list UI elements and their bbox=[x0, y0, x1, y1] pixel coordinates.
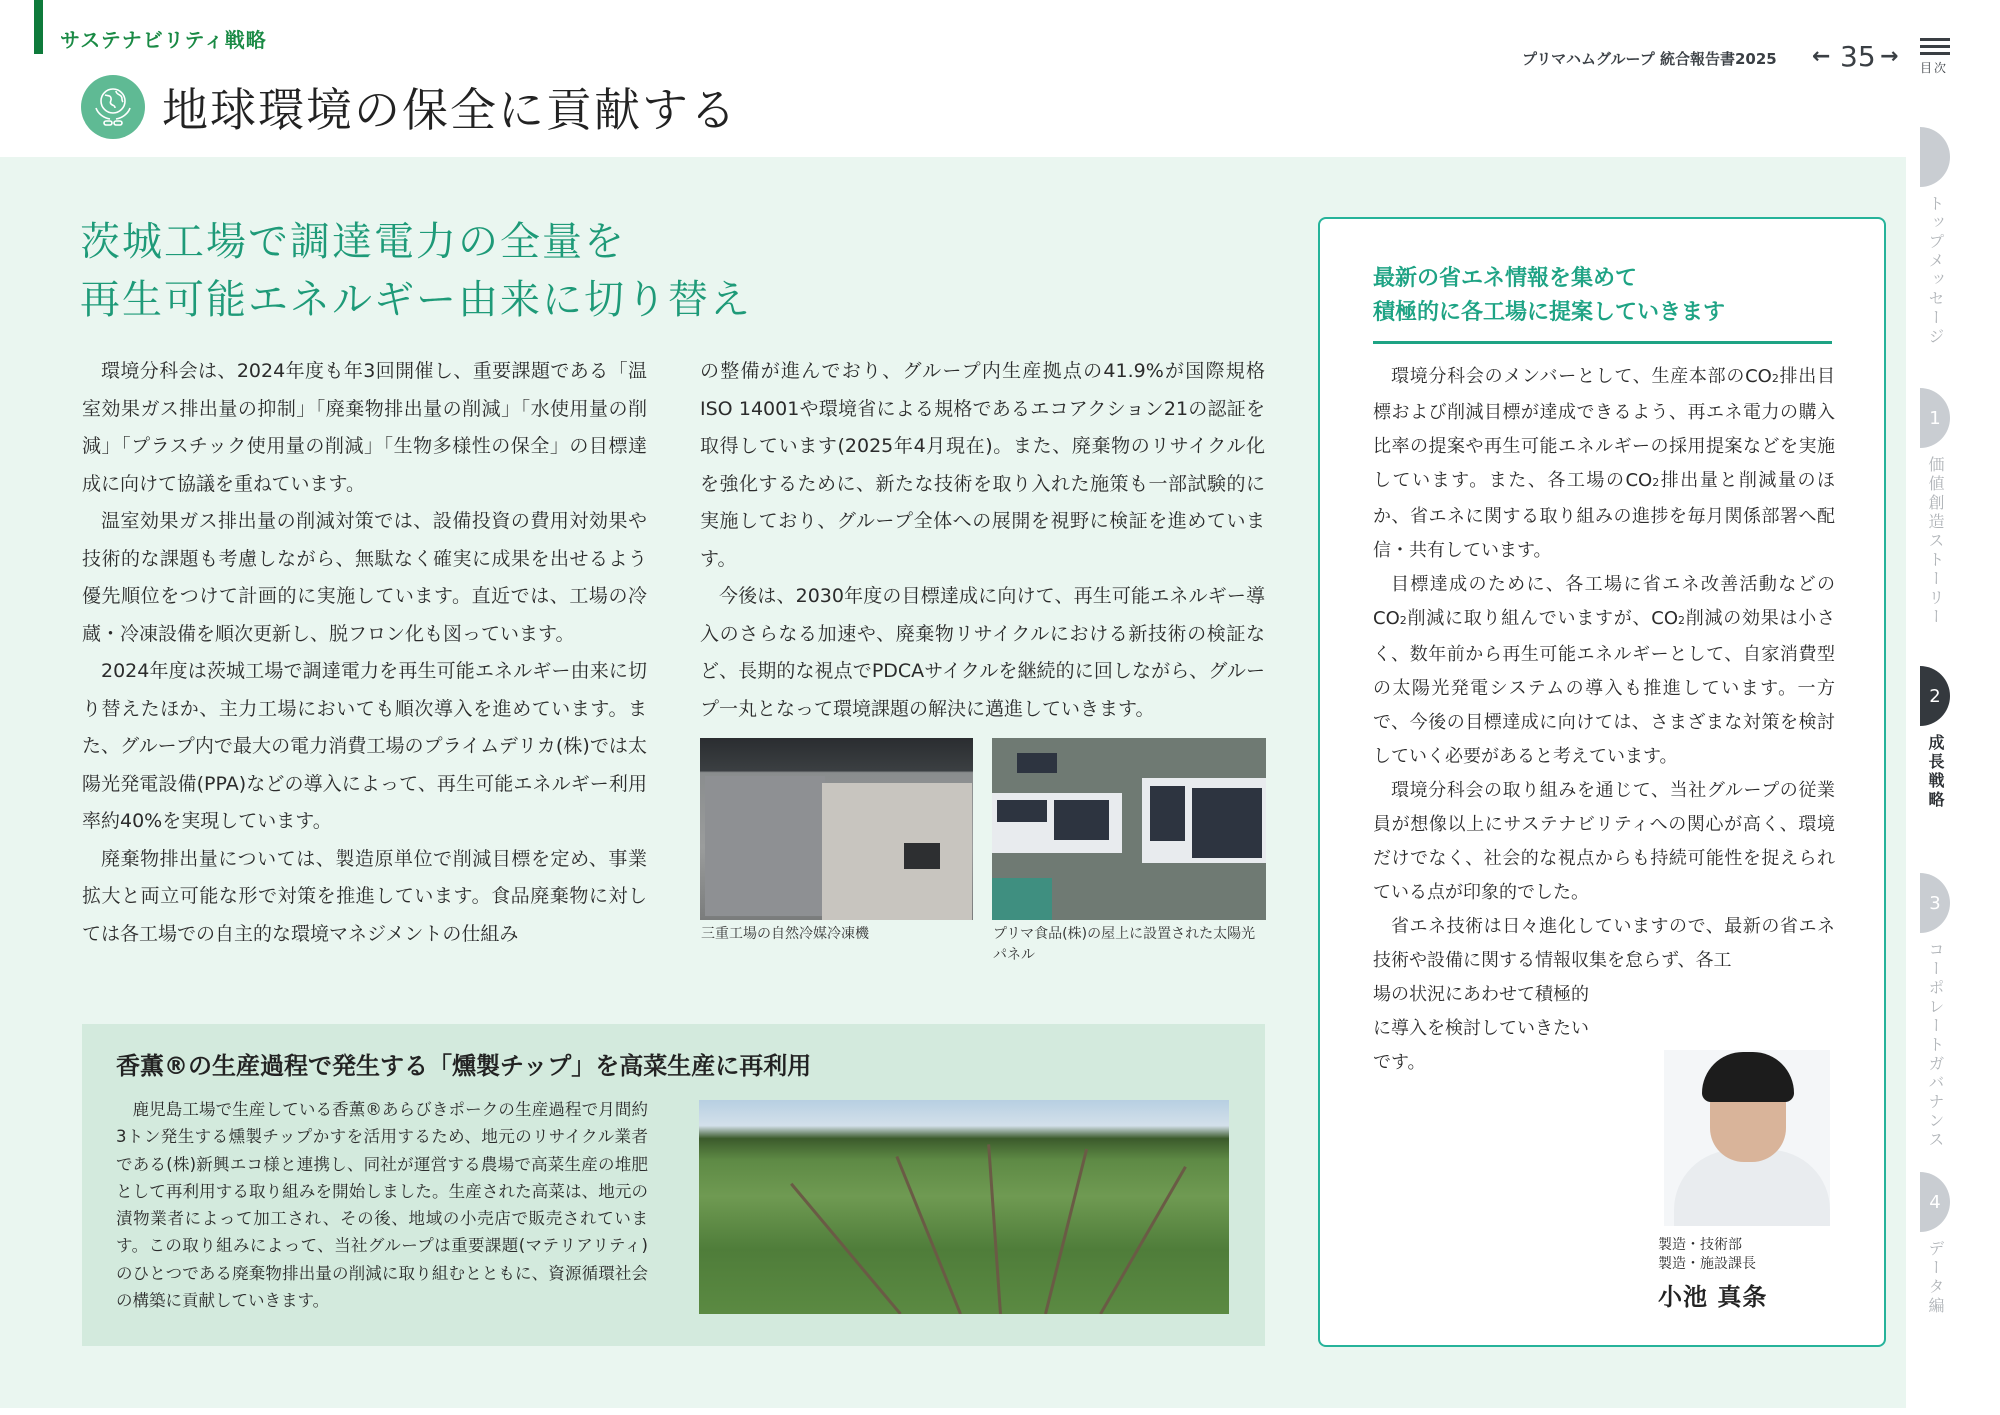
hamburger-icon-bar bbox=[1920, 45, 1950, 48]
side-tab-growth-strategy[interactable] bbox=[1920, 666, 1980, 810]
paragraph: 廃棄物排出量については、製造原単位で削減目標を定め、事業拡大と両立可能な形で対策を推進しています。食品廃棄物に対しては各工場での自主的な環境マネジメントの仕組み bbox=[82, 847, 647, 945]
tab-number: 4 bbox=[1920, 1172, 1950, 1232]
interview-title-line2: 積極的に各工場に提案していきます bbox=[1373, 300, 1726, 325]
paragraph: 温室効果ガス排出量の削減対策では、設備投資の費用対効果や技術的な課題も考慮しながら、無駄なく確実に成果を出せるよう優先順位をつけて計画的に実施しています。直近では、工場の冷蔵・冷凍設備を順次更新し、脱フロン化も図っています。 bbox=[82, 510, 647, 645]
paragraph-continued: の整備が進んでおり、グループ内生産拠点の41.9%が国際規格ISO 14001や環境省による規格であるエコアクション21の認証を取得しています(2025年4月現在)。また、廃棄物のリサイクル化を強化するために、新たな技術を取り入れた施策も一部試験的に実施しており、グループ全体への展開を視野に検証を進めています。 bbox=[700, 360, 1265, 570]
table-of-contents-button[interactable] bbox=[1920, 38, 1954, 76]
photo-shape bbox=[997, 800, 1047, 822]
photo-shape bbox=[992, 878, 1052, 920]
interviewee-department: 製造・技術部 製造・施設課長 bbox=[1658, 1237, 1756, 1272]
photo-caption: 三重工場の自然冷媒冷凍機 bbox=[701, 926, 869, 942]
interview-title bbox=[1373, 262, 1725, 330]
photo-shape bbox=[1099, 1166, 1187, 1314]
side-tab-governance[interactable] bbox=[1920, 873, 1980, 1150]
interviewee-name: 小池 真条 bbox=[1658, 1283, 1768, 1311]
paragraph: 目標達成のために、各工場に省エネ改善活動などのCO2削減に取り組んでいますが、CO2削減の効果は小さく、数年前から再生可能エネルギーとして、自家消費型の太陽光発電システムの導入も推進しています。一方で、今後の目標達成に向けては、さまざまな対策を検討していく必要があると考えています。 bbox=[1373, 574, 1835, 767]
photo-shape bbox=[1150, 786, 1185, 841]
paragraph-tail: 場の状況にあわせて積極的 に導入を検討していきたい です。 bbox=[1373, 984, 1589, 1073]
paragraph: 環境分科会の取り組みを通じて、当社グループの従業員が想像以上にサステナビリティへの関心が高く、環境だけでなく、社会的な視点からも持続可能性を捉えられている点が印象的でした。 bbox=[1373, 780, 1835, 903]
photo-shape bbox=[1192, 788, 1262, 858]
tab-number: 1 bbox=[1920, 388, 1950, 448]
photo-shape bbox=[904, 843, 940, 869]
article-column-middle bbox=[700, 353, 1265, 728]
section-label: サステナビリティ戦略 bbox=[60, 28, 267, 52]
photo-shape bbox=[822, 783, 972, 920]
photo-shape bbox=[1702, 1052, 1794, 1102]
prev-page-arrow-icon[interactable]: ← bbox=[1812, 44, 1831, 69]
photo-shape bbox=[705, 776, 825, 916]
feature-title: 香薫®の生産過程で発生する「燻製チップ」を高菜生産に再利用 bbox=[116, 1052, 812, 1080]
photo-shape bbox=[895, 1156, 961, 1314]
hamburger-icon bbox=[1920, 38, 1950, 41]
paragraph: 環境分科会は、2024年度も年3回開催し、重要課題である「温室効果ガス排出量の抑制」「廃棄物排出量の削減」「水使用量の削減」「プラスチック使用量の削減」「生物多様性の保全」の目標達成に向けて協議を重ねています。 bbox=[82, 360, 647, 495]
photo-shape bbox=[1054, 800, 1109, 840]
paragraph: 2024年度は茨城工場で調達電力を再生可能エネルギー由来に切り替えたほか、主力工場においても順次導入を進めています。また、グループ内で最大の電力消費工場のプライムデリカ(株)では太陽光発電設備(PPA)などの導入によって、再生可能エネルギー利用率約40%を実現しています。 bbox=[82, 660, 647, 832]
side-tab-label: データ編 bbox=[1926, 1240, 1945, 1316]
paragraph: 省エネ技術は日々進化していますので、最新の省エネ技術や設備に関する情報収集を怠らず、各工 bbox=[1373, 916, 1835, 971]
divider bbox=[1373, 341, 1832, 344]
photo-shape bbox=[1044, 1149, 1088, 1314]
side-tab-top-message[interactable] bbox=[1920, 127, 1980, 347]
lead-title-line2: 再生可能エネルギー由来に切り替え bbox=[80, 277, 752, 323]
side-tab-data[interactable] bbox=[1920, 1172, 1980, 1316]
paragraph: 環境分科会のメンバーとして、生産本部のCO2排出目標および削減目標が達成できるよう、再エネ電力の購入比率の提案や再生可能エネルギーの採用提案などを実施しています。また、各工場のCO2排出量と削減量のほか、省エネに関する取り組みの進捗を毎月関係部署へ配信・共有しています。 bbox=[1373, 366, 1836, 561]
solar-panel-photo bbox=[992, 738, 1266, 920]
lead-title-line1: 茨城工場で調達電力の全量を bbox=[80, 219, 626, 265]
paragraph: 今後は、2030年度の目標達成に向けて、再生可能エネルギー導入のさらなる加速や、廃棄物リサイクルにおける新技術の検証など、長期的な視点でPDCAサイクルを継続的に回しながら、グループ一丸となって環境課題の解決に邁進していきます。 bbox=[700, 585, 1265, 720]
toc-label: 目次 bbox=[1920, 61, 1949, 75]
side-tab-value-creation[interactable] bbox=[1920, 388, 1980, 627]
photo-shape bbox=[1017, 753, 1057, 773]
page-title: 地球環境の保全に貢献する bbox=[162, 83, 738, 137]
lead-title bbox=[80, 213, 752, 329]
section-accent-bar bbox=[34, 0, 43, 54]
side-tab-label: 成長戦略 bbox=[1926, 734, 1945, 810]
report-name: プリマハムグループ 統合報告書2025 bbox=[1522, 50, 1777, 68]
tab-number: 2 bbox=[1920, 666, 1950, 726]
globe-in-hands-icon bbox=[81, 75, 145, 139]
interview-title-line1: 最新の省エネ情報を集めて bbox=[1373, 266, 1638, 291]
photo-shape bbox=[790, 1183, 902, 1314]
page-number: 35 bbox=[1840, 40, 1876, 73]
photo-caption: プリマ食品(株)の屋上に設置された太陽光パネル bbox=[993, 926, 1256, 963]
interview-text bbox=[1373, 360, 1835, 1080]
side-tab-label: 価値創造ストーリー bbox=[1926, 456, 1945, 627]
article-column-left bbox=[82, 353, 647, 953]
refrigerator-photo bbox=[700, 738, 973, 920]
next-page-arrow-icon[interactable]: → bbox=[1880, 44, 1899, 69]
tab-number: 3 bbox=[1920, 873, 1950, 933]
hamburger-icon-bar bbox=[1920, 52, 1950, 55]
takana-field-photo bbox=[699, 1100, 1229, 1314]
side-tab-label: トップメッセージ bbox=[1926, 195, 1945, 347]
photo-shape bbox=[987, 1144, 1002, 1314]
feature-text: 鹿児島工場で生産している香薫®あらびきポークの生産過程で月間約3トン発生する燻製チップかすを活用するため、地元のリサイクル業者である(株)新興エコ様と連携し、同社が運営する農場で高菜生産の堆肥として再利用する取り組みを開始しました。生産された高菜は、地元の漬物業者によって加工され、その後、地域の小売店で販売されています。この取り組みによって、当社グループは重要課題(マテリアリティ)のひとつである廃棄物排出量の削減に取り組むとともに、資源循環社会の構築に貢献していきます。 bbox=[116, 1100, 648, 1311]
side-tab-label: コーポレートガバナンス bbox=[1926, 941, 1945, 1150]
tab-marker bbox=[1920, 127, 1950, 187]
interviewee-portrait bbox=[1664, 1050, 1830, 1226]
